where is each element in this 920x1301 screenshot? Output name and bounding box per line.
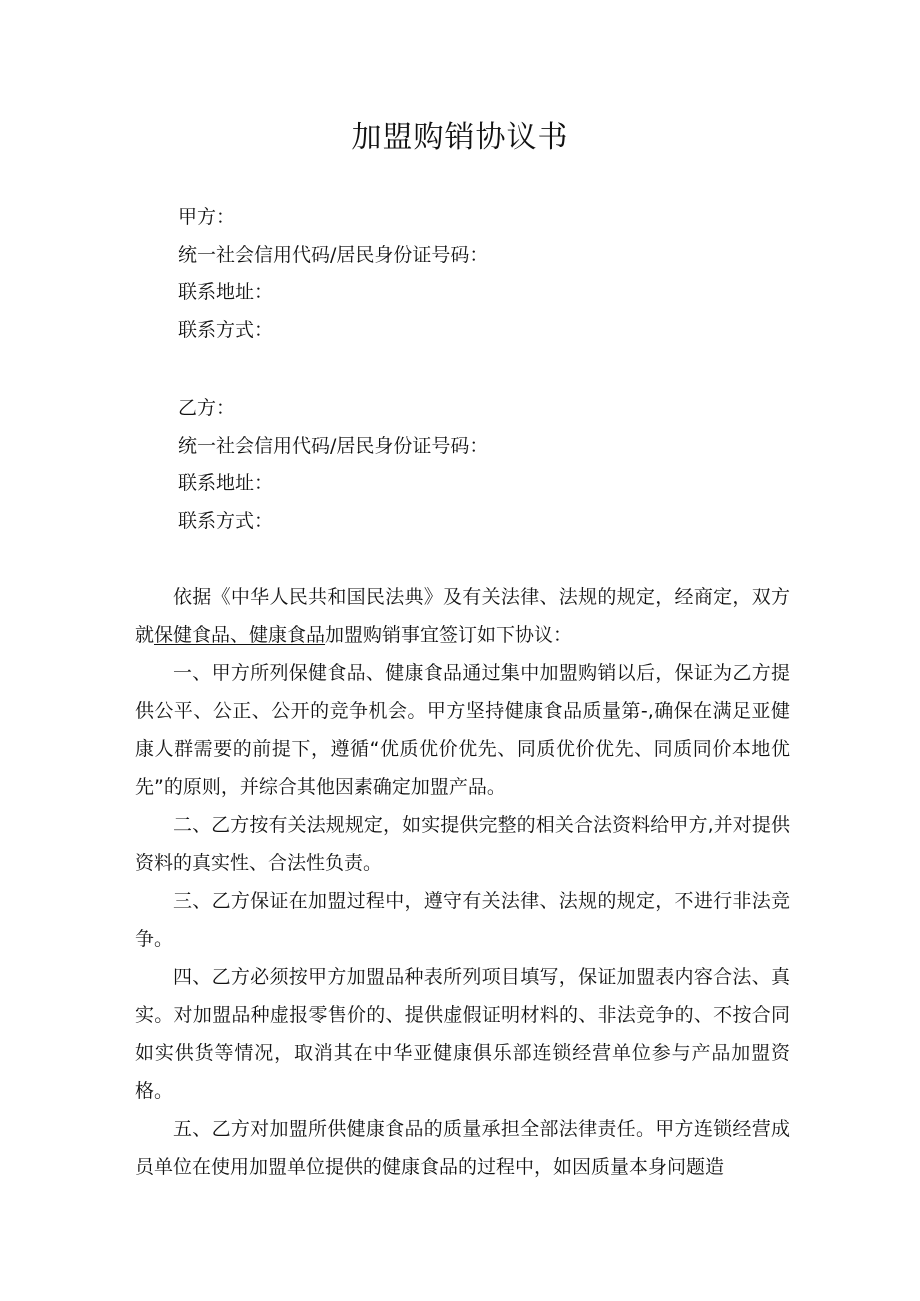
- clause-5: 五、乙方对加盟所供健康食品的质量承担全部法律责任。甲方连锁经营成员单位在使用加盟单位提供的健康食品的过程中，如因质量本身问题造: [135, 1118, 790, 1178]
- intro-text-1: 依据《中华人民共和国民法典》及有关法律、法规的规定，经商定，双方就: [135, 586, 790, 646]
- clause-2: 二、乙方按有关法规规定，如实提供完整的相关合法资料给甲方,并对提供资料的真实性、合法性负责。: [135, 814, 790, 874]
- party-a-name-label: 甲方：: [178, 206, 236, 228]
- party-b-block: [178, 390, 488, 540]
- party-b-contact-label: 联系方式：: [178, 509, 274, 532]
- party-b-code-label: 统一社会信用代码/居民身份证号码：: [178, 434, 489, 457]
- party-a-block: [178, 199, 488, 349]
- intro-paragraph: [135, 578, 790, 654]
- party-a-address-label: 联系地址：: [178, 281, 274, 303]
- clause-4: 四、乙方必须按甲方加盟品种表所列项目填写，保证加盟表内容合法、真实。对加盟品种虚报零售价的、提供虚假证明材料的、非法竞争的、不按合同如实供货等情况，取消其在中华亚健康俱乐部连锁经营单位参与产品加盟资格。: [135, 966, 790, 1102]
- agreement-body: [135, 578, 790, 1186]
- intro-underlined-products: 保健食品、健康食品: [154, 624, 326, 646]
- document-title: 加盟购销协议书: [351, 120, 569, 155]
- party-a-code-label: 统一社会信用代码/居民身份证号码：: [178, 243, 489, 266]
- party-a-contact-label: 联系方式：: [178, 318, 274, 341]
- clause-1: 一、甲方所列保健食品、健康食品通过集中加盟购销以后，保证为乙方提供公平、公正、公开的竞争机会。甲方坚持健康食品质量第-,确保在满足亚健康人群需要的前提下，遵循“优质优价优先、同质优价优先、同质同价本地优先”的原则，并综合其他因素确定加盟产品。: [135, 662, 790, 798]
- clause-3: 三、乙方保证在加盟过程中，遵守有关法律、法规的规定，不进行非法竞争。: [135, 890, 790, 950]
- party-b-name-label: 乙方：: [178, 397, 236, 419]
- intro-text-2: 加盟购销事宜签订如下协议：: [325, 624, 573, 646]
- party-b-address-label: 联系地址：: [178, 472, 274, 494]
